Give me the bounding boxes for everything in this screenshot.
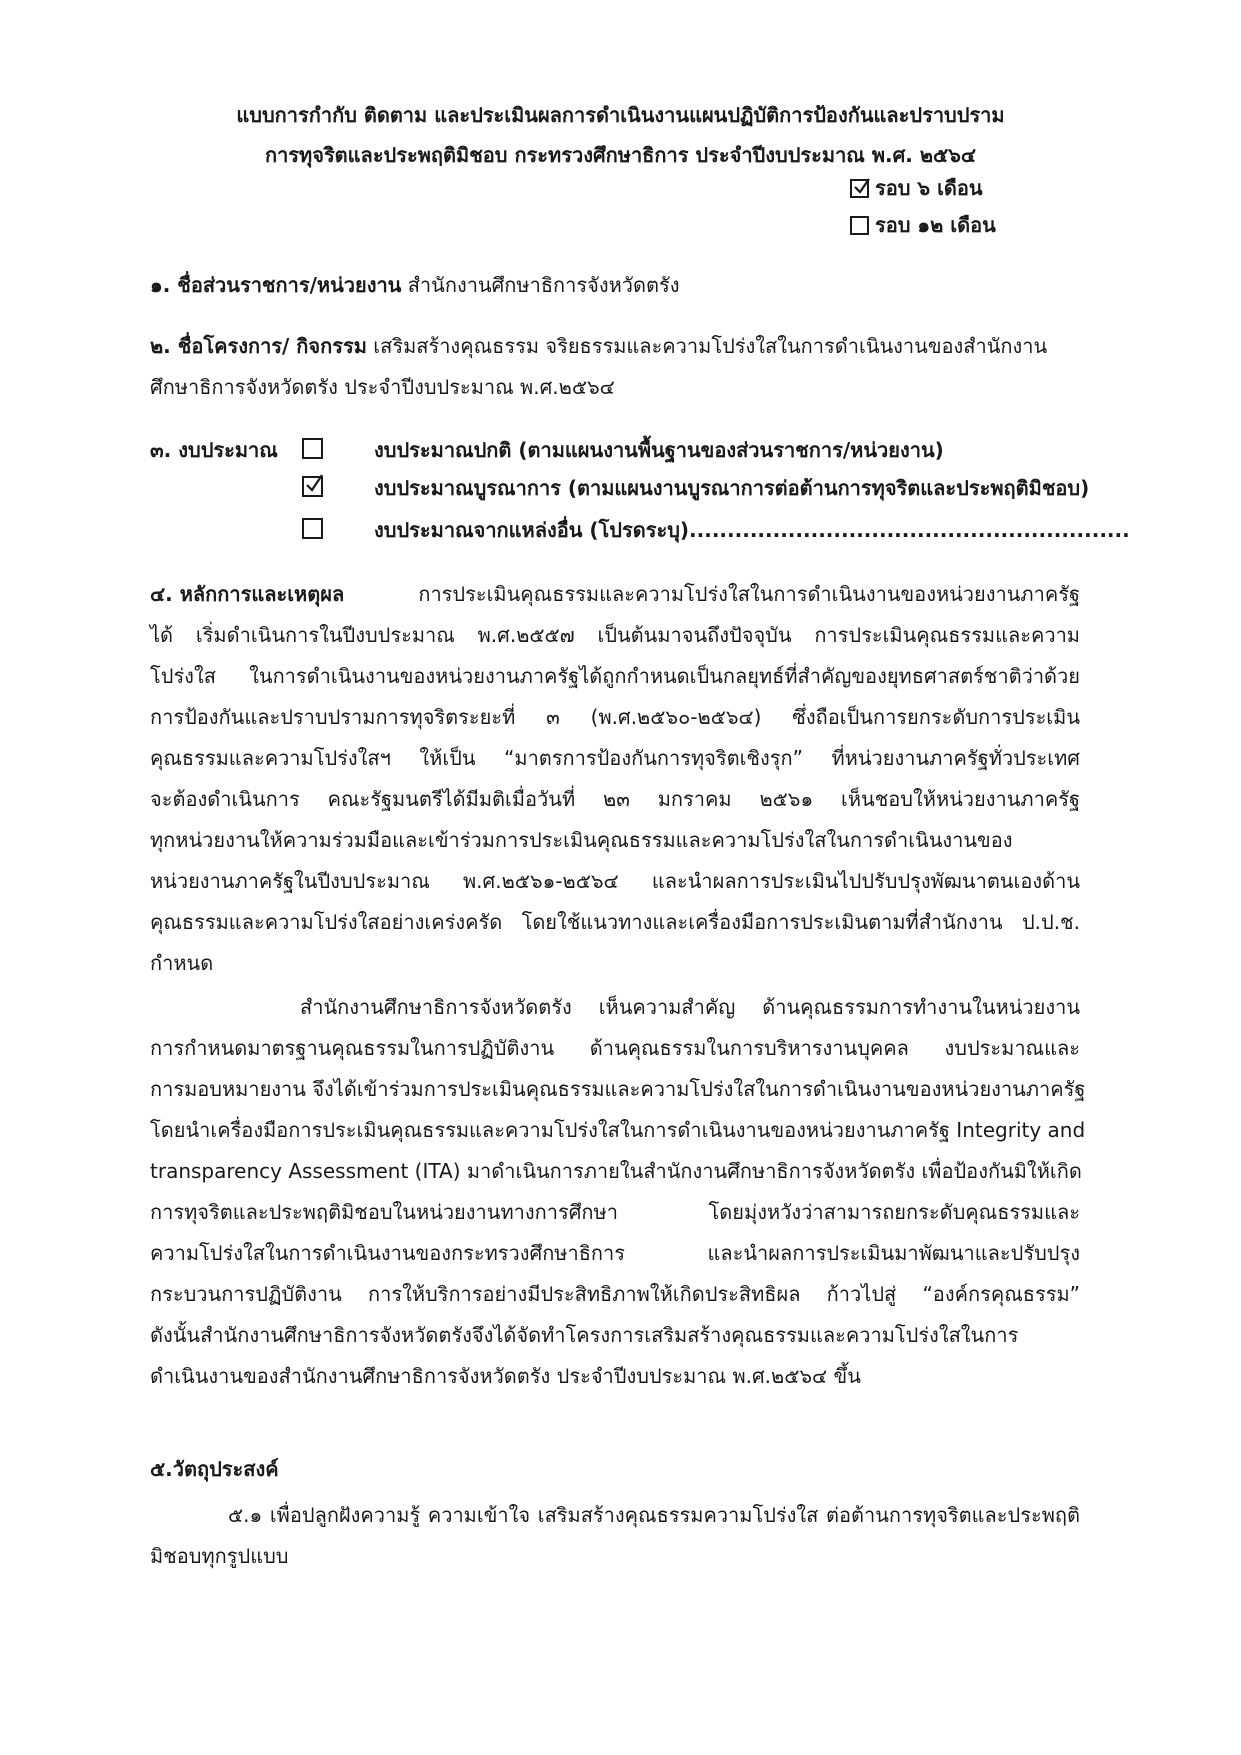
section-4-first-line	[150, 581, 1080, 607]
budget-integrated-checkbox[interactable]	[302, 476, 323, 497]
document-title-line1: แบบการกำกับ ติดตาม และประเมินผลการดำเนินงานแผนปฏิบัติการป้องกันและปราบปราม	[236, 103, 1005, 127]
section-4-p2-line: กระบวนการปฏิบัติงาน การให้บริการอย่างมีประสิทธิภาพให้เกิดประสิทธิผล ก้าวไปสู่ “องค์กรคุณธรรม”	[150, 1282, 1080, 1306]
section-2	[150, 333, 1047, 359]
round-12-option[interactable]	[850, 212, 996, 238]
section-4-p2-line: ดำเนินงานของสำนักงานศึกษาธิการจังหวัดตรัง ประจำปีงบประมาณ พ.ศ.๒๕๖๔ ขึ้น	[150, 1364, 861, 1388]
section-4-p2-line: โดยนำเครื่องมือการประเมินคุณธรรมและความโปร่งใสในการดำเนินงานของหน่วยงานภาครัฐ Integrity and	[150, 1118, 1086, 1142]
section-1-label: ๑. ชื่อส่วนราชการ/หน่วยงาน	[150, 273, 402, 297]
section-3-label: ๓. งบประมาณ	[150, 438, 278, 462]
budget-integrated-label: งบประมาณบูรณาการ (ตามแผนงานบูรณาการต่อต้านการทุจริตและประพฤติมิชอบ)	[374, 476, 1090, 500]
round-6-checkbox[interactable]	[850, 179, 869, 198]
section-4-p1-line: โปร่งใส ในการดำเนินงานของหน่วยงานภาครัฐได้ถูกกำหนดเป็นกลยุทธ์ที่สำคัญของยุทธศาสตร์ชาติว่าด้วย	[150, 664, 1080, 688]
section-4-p2-line: การมอบหมายงาน จึงได้เข้าร่วมการประเมินคุณธรรมและความโปร่งใสในการดำเนินงานของหน่วยงานภาครัฐ	[150, 1077, 1086, 1101]
section-4-p2-line: สำนักงานศึกษาธิการจังหวัดตรัง เห็นความสำคัญ ด้านคุณธรรมการทำงานในหน่วยงาน	[300, 995, 1080, 1019]
budget-other-checkbox[interactable]	[302, 518, 323, 539]
section-4-label: ๔. หลักการและเหตุผล	[150, 582, 345, 606]
section-1-value: สำนักงานศึกษาธิการจังหวัดตรัง	[407, 273, 680, 297]
section-4-p1-line: จะต้องดำเนินการ คณะรัฐมนตรีได้มีมติเมื่อวันที่ ๒๓ มกราคม ๒๕๖๑ เห็นชอบให้หน่วยงานภาครัฐ	[150, 787, 1080, 811]
round-12-checkbox[interactable]	[850, 216, 869, 235]
section-4-p1-line: คุณธรรมและความโปร่งใสฯ ให้เป็น “มาตรการป้องกันการทุจริตเชิงรุก” ที่หน่วยงานภาครัฐทั่วประเทศ	[150, 746, 1080, 770]
section-4-p2-line: ดังนั้นสำนักงานศึกษาธิการจังหวัดตรังจึงได้จัดทำโครงการเสริมสร้างคุณธรรมและความโปร่งใสในการ	[150, 1323, 1019, 1347]
section-5-item1-line1: ๕.๑ เพื่อปลูกฝังความรู้ ความเข้าใจ เสริมสร้างคุณธรรมความโปร่งใส ต่อต้านการทุจริตและประพฤติ	[228, 1503, 1080, 1527]
section-4-p1-first: การประเมินคุณธรรมและความโปร่งใสในการดำเนินงานของหน่วยงานภาครัฐ	[418, 582, 1080, 606]
budget-other-label: งบประมาณจากแหล่งอื่น (โปรดระบุ)..........................................................	[374, 518, 1130, 542]
section-2-line1: เสริมสร้างคุณธรรม จริยธรรมและความโปร่งใสในการดำเนินงานของสำนักงาน	[373, 334, 1048, 358]
section-2-label: ๒. ชื่อโครงการ/ กิจกรรม	[150, 334, 367, 358]
budget-normal-checkbox[interactable]	[302, 438, 323, 459]
section-4-p1-line: ทุกหน่วยงานให้ความร่วมมือและเข้าร่วมการประเมินคุณธรรมและความโปร่งใสในการดำเนินงานของ	[150, 828, 1013, 852]
checkmark-icon	[306, 474, 324, 494]
round-12-label: รอบ ๑๒ เดือน	[875, 213, 996, 237]
section-4-p1-line: การป้องกันและปราบปรามการทุจริตระยะที่ ๓ (พ.ศ.๒๕๖๐-๒๕๖๔) ซึ่งถือเป็นการยกระดับการประเมิน	[150, 705, 1080, 729]
checkmark-icon	[853, 178, 871, 196]
section-4-p1-line: กำหนด	[150, 951, 214, 975]
section-4-p2-line: transparency Assessment (ITA) มาดำเนินการภายในสำนักงานศึกษาธิการจังหวัดตรัง เพื่อป้องกันมิให้เกิด	[150, 1159, 1082, 1183]
section-4-p2-line: ความโปร่งใสในการดำเนินงานของกระทรวงศึกษาธิการ และนำผลการประเมินมาพัฒนาและปรับปรุง	[150, 1241, 1080, 1265]
section-4-p1-line: คุณธรรมและความโปร่งใสอย่างเคร่งครัด โดยใช้แนวทางและเครื่องมือการประเมินตามที่สำนักงาน ป.ป.ช.	[150, 910, 1080, 934]
round-6-label: รอบ ๖ เดือน	[875, 176, 983, 200]
document-title-line2: การทุจริตและประพฤติมิชอบ กระทรวงศึกษาธิการ ประจำปีงบประมาณ พ.ศ. ๒๕๖๔	[264, 143, 977, 167]
section-5-label: ๕.วัตถุประสงค์	[150, 1457, 279, 1481]
section-4-p2-line: การทุจริตและประพฤติมิชอบในหน่วยงานทางการศึกษา โดยมุ่งหวังว่าสามารถยกระดับคุณธรรมและ	[150, 1200, 1080, 1224]
section-4-p2-line: การกำหนดมาตรฐานคุณธรรมในการปฏิบัติงาน ด้านคุณธรรมในการบริหารงานบุคคล งบประมาณและ	[150, 1036, 1080, 1060]
budget-normal-label: งบประมาณปกติ (ตามแผนงานพื้นฐานของส่วนราชการ/หน่วยงาน)	[374, 438, 944, 462]
section-4-p1-line: ได้ เริ่มดำเนินการในปีงบประมาณ พ.ศ.๒๕๕๗ เป็นต้นมาจนถึงปัจจุบัน การประเมินคุณธรรมและความ	[150, 623, 1080, 647]
section-5-item1-line2: มิชอบทุกรูปแบบ	[150, 1544, 289, 1568]
section-4-p1-line: หน่วยงานภาครัฐในปีงบประมาณ พ.ศ.๒๕๖๑-๒๕๖๔ และนำผลการประเมินไปปรับปรุงพัฒนาตนเองด้าน	[150, 869, 1080, 893]
round-6-option[interactable]	[850, 175, 983, 201]
section-2-line2: ศึกษาธิการจังหวัดตรัง ประจำปีงบประมาณ พ.ศ.๒๕๖๔	[150, 375, 615, 399]
section-1	[150, 272, 680, 298]
